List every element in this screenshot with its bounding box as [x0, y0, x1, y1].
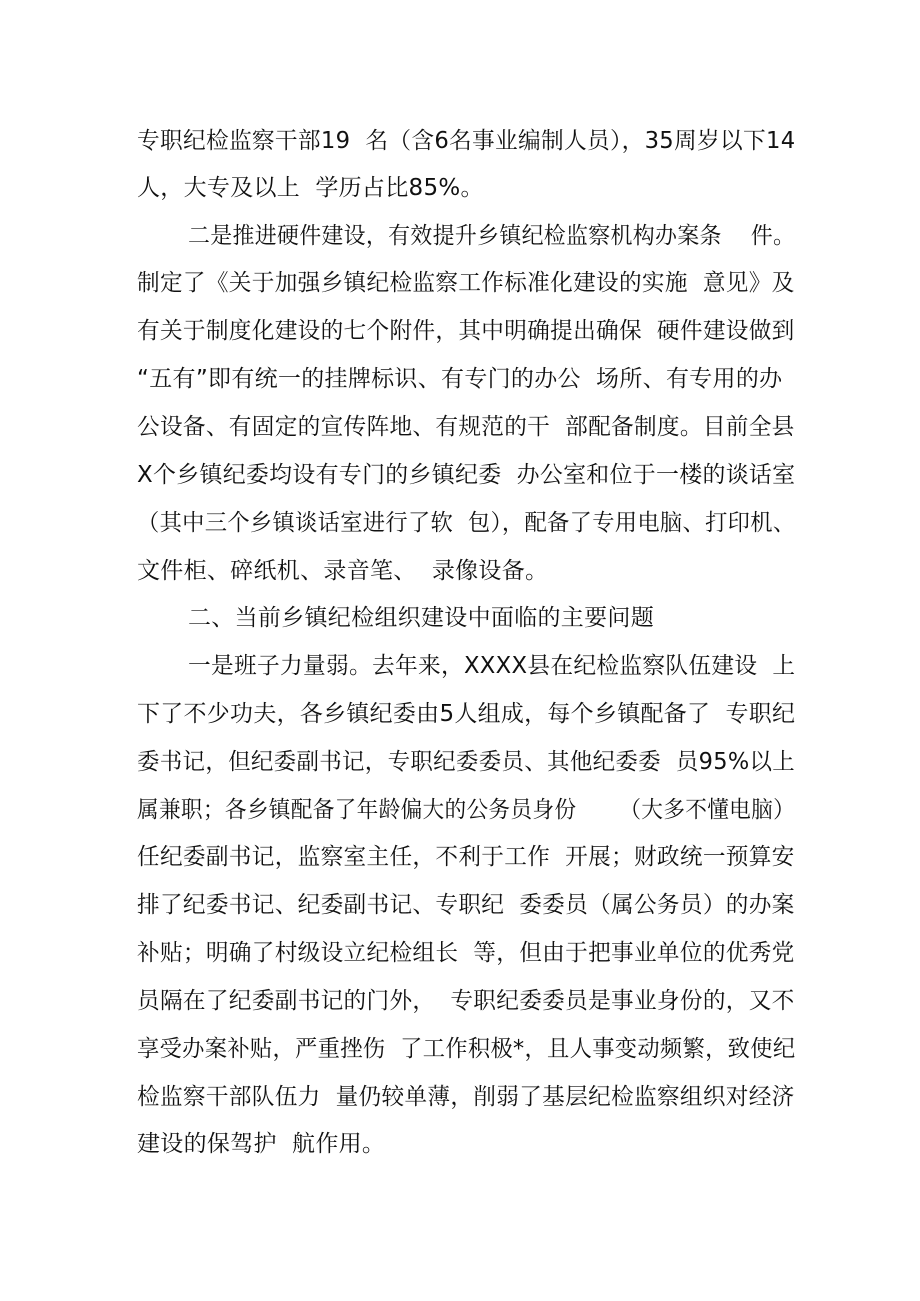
- paragraph-line-18: 补贴；明确了村级设立纪检组长 等，但由于把事业单位的优秀党: [137, 940, 795, 966]
- paragraph-line-6: “五有”即有统一的挂牌标识、有专门的办公 场所、有专用的办: [137, 366, 783, 392]
- paragraph-line-7: 公设备、有固定的宣传阵地、有规范的干 部配备制度。目前全县: [137, 414, 795, 440]
- paragraph-line-16: 任纪委副书记，监察室主任，不利于工作 开展；财政统一预算安: [137, 844, 795, 870]
- paragraph-line-13: 下了不少功夫，各乡镇纪委由5人组成，每个乡镇配备了 专职纪: [137, 701, 796, 727]
- paragraph-line-17: 排了纪委书记、纪委副书记、专职纪 委委员（属公务员）的办案: [137, 892, 795, 918]
- paragraph-line-14: 委书记，但纪委副书记，专职纪委委员、其他纪委委 员95%以上: [137, 749, 796, 775]
- paragraph-line-22: 建设的保驾护 航作用。: [137, 1131, 386, 1157]
- paragraph-line-10: 文件柜、碎纸机、录音笔、 录像设备。: [137, 558, 549, 584]
- paragraph-line-4: 制定了《关于加强乡镇纪检监察工作标准化建设的实施 意见》及: [137, 270, 795, 296]
- paragraph-line-1: 专职纪检监察干部19 名（含6名事业编制人员），35周岁以下14: [137, 128, 796, 154]
- paragraph-line-8: X个乡镇纪委均设有专门的乡镇纪委 办公室和位于一楼的谈话室: [137, 462, 796, 488]
- paragraph-line-15: 属兼职；各乡镇配备了年龄偏大的公务员身份 （大多不懂电脑）: [137, 797, 796, 823]
- paragraph-line-5: 有关于制度化建设的七个附件，其中明确提出确保 硬件建设做到: [137, 318, 795, 344]
- paragraph-line-3: 二是推进硬件建设，有效提升乡镇纪检监察机构办案条 件。: [188, 223, 796, 249]
- paragraph-line-19: 员隔在了纪委副书记的门外， 专职纪委委员是事业身份的，又不: [137, 988, 795, 1014]
- paragraph-line-2: 人，大专及以上 学历占比85%。: [137, 175, 484, 201]
- paragraph-line-21: 检监察干部队伍力 量仍较单薄，削弱了基层纪检监察组织对经济: [137, 1084, 795, 1110]
- paragraph-line-20: 享受办案补贴，严重挫伤 了工作积极*，且人事变动频繁，致使纪: [137, 1036, 796, 1062]
- section-heading: 二、当前乡镇纪检组织建设中面临的主要问题: [188, 605, 654, 631]
- paragraph-line-12: 一是班子力量弱。去年来，XXXX县在纪检监察队伍建设 上: [188, 653, 796, 679]
- paragraph-line-9: （其中三个乡镇谈话室进行了软 包），配备了专用电脑、打印机、: [137, 510, 796, 536]
